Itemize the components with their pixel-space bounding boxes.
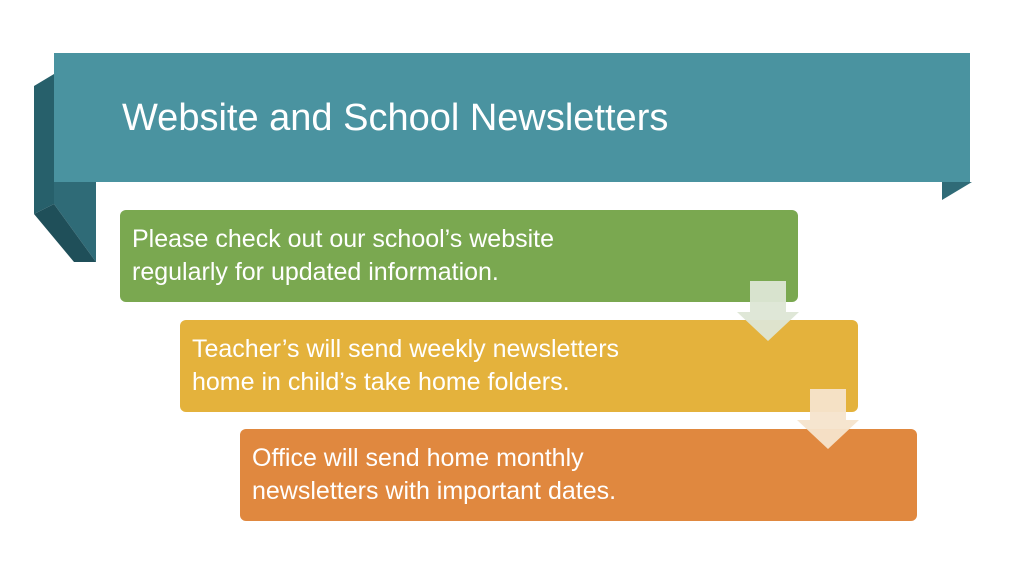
step-text-weekly-newsletters: Teacher’s will send weekly newsletters home in child’s take home folders.	[192, 335, 620, 396]
down-arrow-icon	[737, 281, 799, 343]
down-arrow-icon	[797, 389, 859, 451]
step-text-monthly-newsletters: Office will send home monthly newsletters with important dates.	[252, 444, 617, 505]
slide-title: Website and School Newsletters	[122, 97, 669, 139]
ribbon-fold-right	[942, 182, 972, 200]
step-text-website: Please check out our school’s website regularly for updated information.	[132, 225, 554, 286]
step-box-website	[120, 210, 798, 302]
